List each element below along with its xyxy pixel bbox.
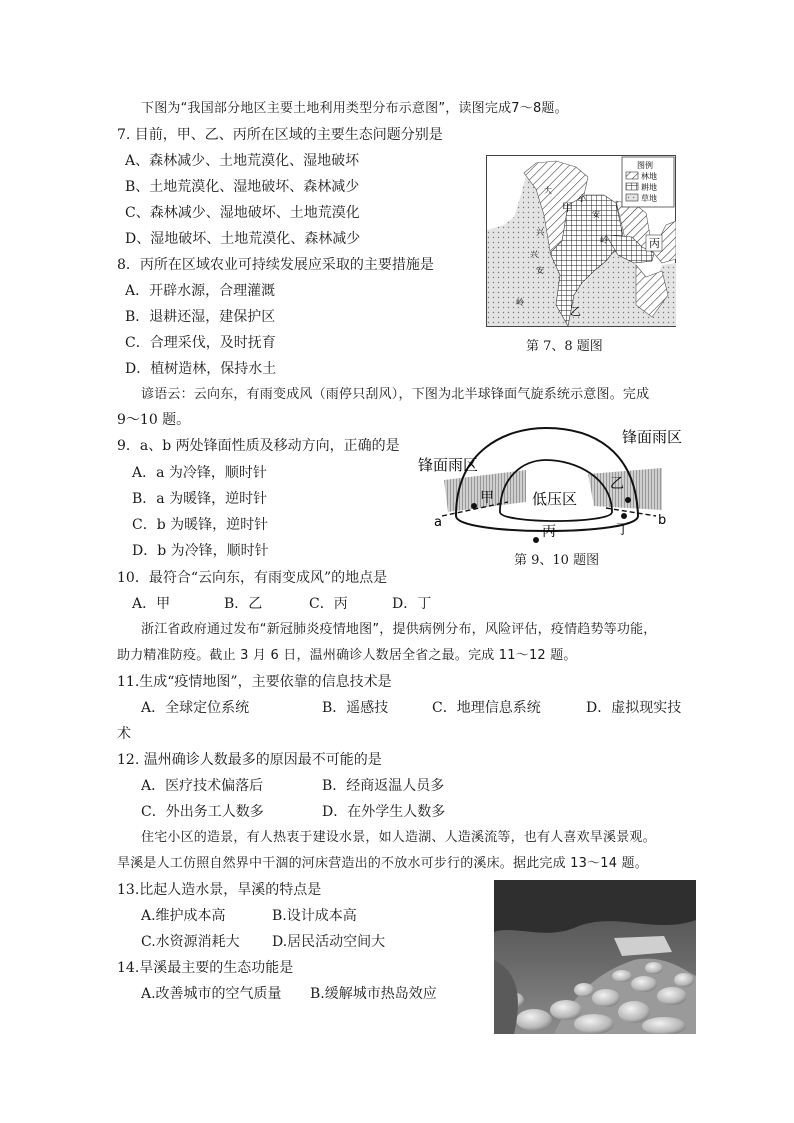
front-a-label: a bbox=[434, 515, 442, 530]
map-label-da: 大 bbox=[544, 186, 552, 195]
map-label-ling-1: 岭 bbox=[600, 236, 608, 245]
question-11-stem: 11.生成“疫情地图”，主要依靠的信息技术是 bbox=[117, 674, 392, 690]
legend-forest-label: 林地 bbox=[641, 172, 657, 181]
q10-option-d: D．丁 bbox=[392, 596, 432, 612]
q12-option-d: D．在外学生人数多 bbox=[322, 804, 446, 820]
point-bing-label: 丙 bbox=[542, 524, 556, 540]
map-label-bing: 丙 bbox=[649, 237, 660, 250]
low-pressure-label: 低压区 bbox=[532, 490, 578, 508]
point-bing-dot bbox=[533, 537, 539, 543]
map-label-xing-2: 兴 bbox=[530, 250, 538, 259]
q12-option-b: B．经商返温人员多 bbox=[322, 778, 445, 794]
point-ding-label: 丁 bbox=[616, 522, 630, 538]
q8-option-b: B．退耕还湿，建保护区 bbox=[125, 309, 276, 325]
q11-option-d-wrap: 术 bbox=[117, 726, 131, 742]
intro-9-10-line1: 谚语云：云向东，有雨变成风（雨停只刮风），下图为北半球锋面气旋系统示意图。完成 bbox=[141, 387, 650, 402]
q12-option-c: C．外出务工人数多 bbox=[141, 804, 264, 820]
point-jia-label: 甲 bbox=[480, 490, 494, 506]
q8-option-c: C．合理采伐，及时抚育 bbox=[125, 335, 276, 351]
intro-11-12-line2: 助力精准防疫。截止 3 月 6 日，温州确诊人数居全省之最。完成 11～12 题。 bbox=[117, 648, 577, 663]
q8-option-a: A．开辟水源，合理灌溉 bbox=[125, 283, 276, 299]
map-label-an-2: 安 bbox=[536, 266, 544, 275]
rain-zone-right bbox=[588, 468, 662, 510]
intro-7-8: 下图为“我国部分地区主要土地利用类型分布示意图”，读图完成7～8题。 bbox=[141, 101, 568, 116]
question-8-stem: 8．丙所在区域农业可持续发展应采取的主要措施是 bbox=[117, 257, 434, 273]
q11-option-a: A．全球定位系统 bbox=[141, 700, 250, 716]
q8-option-d: D．植树造林，保持水土 bbox=[125, 361, 277, 377]
frontal-cyclone-diagram bbox=[416, 420, 692, 546]
question-14-stem: 14.旱溪最主要的生态功能是 bbox=[117, 960, 294, 976]
point-yi-dot bbox=[625, 497, 631, 503]
q7-option-d: D、湿地破坏、土地荒漠化、森林减少 bbox=[125, 231, 361, 247]
q7-option-c: C、森林减少、湿地破坏、土地荒漠化 bbox=[125, 205, 360, 221]
intro-9-10-line2: 9～10 题。 bbox=[117, 412, 191, 428]
intro-11-12-line1: 浙江省政府通过发布“新冠肺炎疫情地图”，提供病例分布，风险评估，疫情趋势等功能， bbox=[141, 622, 657, 637]
q7-option-a: A、森林减少、土地荒漠化、湿地破坏 bbox=[125, 153, 360, 169]
q11-option-b: B．遥感技 bbox=[322, 700, 389, 716]
q7-option-b: B、土地荒漠化、湿地破坏、森林减少 bbox=[125, 179, 360, 195]
map-label-yi: 乙 bbox=[570, 305, 581, 318]
rain-zone-left-label: 锋面雨区 bbox=[418, 456, 479, 474]
map-caption: 第 7、8 题图 bbox=[526, 339, 603, 354]
intro-13-14-line1: 住宅小区的造景，有人热衷于建设水景，如人造湖、人造溪流等，也有人喜欢旱溪景观。 bbox=[141, 830, 656, 845]
q13-option-d: D.居民活动空间大 bbox=[272, 934, 386, 950]
map-label-xing-1: 兴 bbox=[536, 228, 544, 237]
q9-option-d: D．b 为冷锋，顺时针 bbox=[132, 543, 269, 559]
point-ding-dot bbox=[621, 513, 627, 519]
q11-option-c: C．地理信息系统 bbox=[432, 700, 541, 716]
cyclone-caption: 第 9、10 题图 bbox=[514, 553, 600, 568]
question-13-stem: 13.比起人造水景，旱溪的特点是 bbox=[117, 882, 322, 898]
legend-farmland-label: 耕地 bbox=[641, 183, 657, 192]
question-7-stem: 7. 目前，甲、乙、丙所在区域的主要生态问题分别是 bbox=[117, 127, 443, 143]
question-10-stem: 10．最符合“云向东，有雨变成风”的地点是 bbox=[117, 570, 388, 586]
q14-option-a: A.改善城市的空气质量 bbox=[141, 986, 282, 1002]
legend-title: 图例 bbox=[637, 161, 653, 170]
dry-creek-photo bbox=[494, 880, 696, 1034]
q11-option-d: D．虚拟现实技 bbox=[586, 700, 682, 716]
q13-option-b: B.设计成本高 bbox=[272, 908, 357, 924]
q13-option-c: C.水资源消耗大 bbox=[141, 934, 240, 950]
question-9-stem: 9．a、b 两处锋面性质及移动方向，正确的是 bbox=[117, 438, 400, 454]
q10-option-c: C．丙 bbox=[309, 596, 348, 612]
legend-farmland-swatch bbox=[626, 183, 638, 190]
q9-option-a: A．a 为冷锋，顺时针 bbox=[132, 465, 267, 481]
q9-option-b: B．a 为暖锋，逆时针 bbox=[132, 491, 268, 507]
legend-grassland-swatch bbox=[626, 194, 638, 201]
q10-option-b: B．乙 bbox=[224, 596, 263, 612]
land-use-map bbox=[486, 155, 676, 327]
legend-forest-swatch bbox=[626, 172, 638, 179]
front-b-label: b bbox=[658, 513, 667, 528]
map-label-an-1: 安 bbox=[592, 210, 600, 219]
point-jia-dot bbox=[471, 503, 477, 509]
legend-grassland-label: 草地 bbox=[641, 194, 657, 203]
map-label-ling-2: 岭 bbox=[516, 298, 524, 307]
map-label-jia: 甲 bbox=[562, 201, 573, 214]
intro-13-14-line2: 旱溪是人工仿照自然界中干涸的河床营造出的不放水可步行的溪床。据此完成 13～14 题。 bbox=[117, 856, 648, 871]
q14-option-b: B.缓解城市热岛效应 bbox=[310, 986, 437, 1002]
q13-option-a: A.维护成本高 bbox=[141, 908, 226, 924]
question-12-stem: 12. 温州确诊人数最多的原因最不可能的是 bbox=[117, 752, 382, 768]
rain-zone-right-label: 锋面雨区 bbox=[622, 428, 683, 446]
q12-option-a: A．医疗技术偏落后 bbox=[141, 778, 264, 794]
map-label-xiao: 小 bbox=[578, 194, 586, 203]
point-yi-label: 乙 bbox=[610, 476, 624, 492]
q9-option-c: C．b 为暖锋，逆时针 bbox=[132, 517, 269, 533]
q10-option-a: A．甲 bbox=[132, 596, 171, 612]
